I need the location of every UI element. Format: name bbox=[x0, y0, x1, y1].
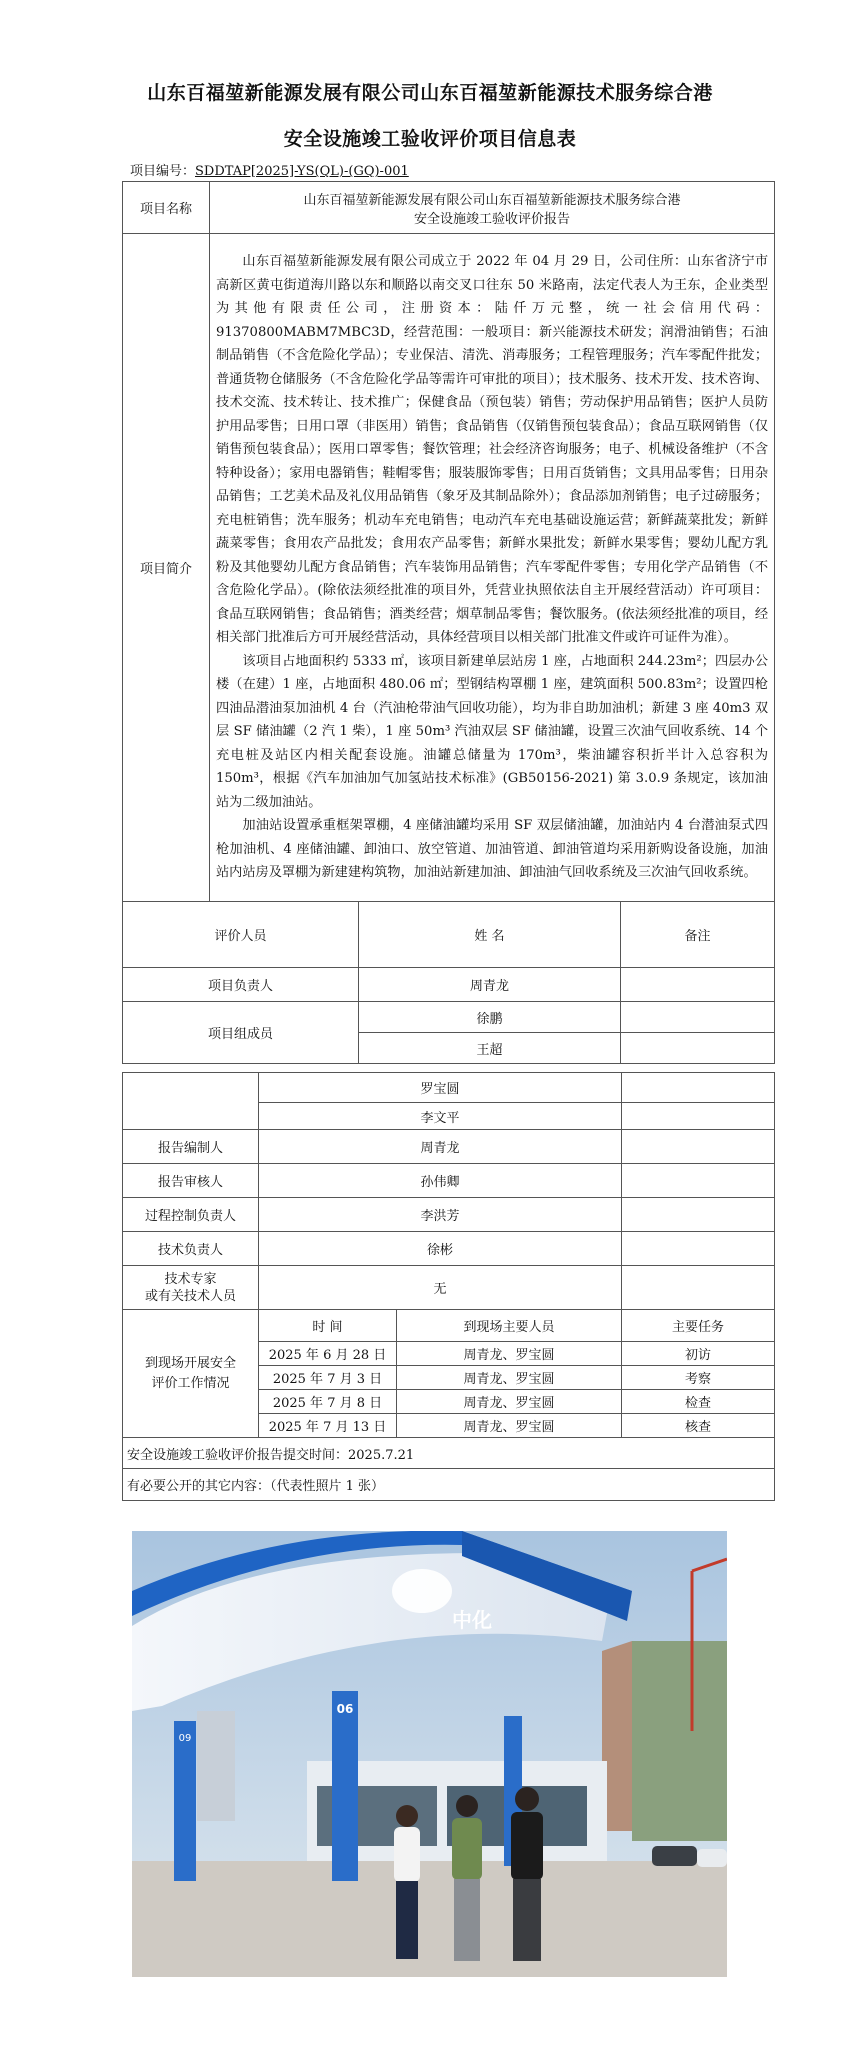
project-name-line-1: 山东百福堃新能源发展有限公司山东百福堃新能源技术服务综合港 bbox=[303, 192, 681, 208]
pump-number: 09 bbox=[178, 1733, 192, 1744]
project-number-label: 项目编号： bbox=[130, 164, 196, 179]
submit-date: 2025.7.21 bbox=[348, 1447, 415, 1463]
project-name-line-2: 安全设施竣工验收评价报告 bbox=[414, 211, 571, 227]
site-visits-label bbox=[123, 1310, 259, 1438]
gas-station-photo bbox=[132, 1531, 727, 1977]
leader-remark bbox=[621, 968, 775, 1002]
header-name: 姓 名 bbox=[359, 902, 621, 968]
visit-task: 核查 bbox=[622, 1414, 775, 1438]
member-remark bbox=[621, 1033, 775, 1064]
visit-date: 2025 年 7 月 13 日 bbox=[259, 1414, 397, 1438]
member-name: 罗宝圆 bbox=[259, 1073, 622, 1103]
canopy-logo-icon bbox=[392, 1569, 452, 1613]
process-name: 李洪芳 bbox=[259, 1198, 622, 1232]
car bbox=[697, 1849, 727, 1867]
intro-label: 项目简介 bbox=[123, 234, 210, 902]
project-name-cell bbox=[210, 182, 775, 234]
member-name: 徐鹏 bbox=[359, 1002, 621, 1033]
info-table-upper bbox=[122, 181, 775, 1064]
public-row bbox=[123, 1469, 775, 1501]
leader-label: 项目负责人 bbox=[123, 968, 359, 1002]
tech-label: 技术负责人 bbox=[123, 1232, 259, 1266]
tech-name: 徐彬 bbox=[259, 1232, 622, 1266]
intro-paragraph-2: 该项目占地面积约 5333 ㎡，该项目新建单层站房 1 座，占地面积 244.23m²；四层办公楼（在建）1 座，占地面积 480.06 ㎡；型钢结构罩棚 1 座，建筑面积 500.83m²；设置四枪四油品潜油泵加油机 4 台（汽油枪带油气回收功能），均为非自助加油机；新建 3 座 40m3 双层 SF 储油罐（2 汽 1 柴），1 座 50m³ 汽油双层 SF 储油罐，设置三次油气回收系统、14 个充电桩及站区内相关配套设施。油罐总储量为 170m³，柴油罐容积折半计入总容积为 150m³，根据《汽车加油加气加氢站技术标准》(GB50156-2021) 第 3.0.9 条规定，该加油站为二级加油站。 bbox=[216, 653, 769, 810]
visit-people: 周青龙、罗宝圆 bbox=[397, 1390, 622, 1414]
visit-task: 考察 bbox=[622, 1366, 775, 1390]
member-remark bbox=[622, 1103, 775, 1130]
intro-paragraph-3: 加油站设置承重框架罩棚，4 座储油罐均采用 SF 双层储油罐，加油站内 4 台潜油泵式四枪加油机、4 座储油罐、卸油口、放空管道、加油管道、卸油管道均采用新购设备设施，加油站内站房及罩棚为新建建构筑物，加油站新建加油、卸油油气回收系统及三次油气回收系统。 bbox=[216, 818, 769, 881]
header-remark: 备注 bbox=[621, 902, 775, 968]
canopy-logo-text: 中化 bbox=[452, 1608, 492, 1632]
site-visits-label-line-2: 评价工作情况 bbox=[151, 1375, 230, 1391]
expert-label-line-1: 技术专家 bbox=[164, 1271, 217, 1287]
person-left bbox=[394, 1805, 420, 1959]
process-remark bbox=[622, 1198, 775, 1232]
pump-number: 06 bbox=[336, 1702, 354, 1716]
reviewer-remark bbox=[622, 1164, 775, 1198]
construction-building bbox=[632, 1641, 727, 1841]
members-label-cont bbox=[123, 1073, 259, 1130]
visit-people: 周青龙、罗宝圆 bbox=[397, 1342, 622, 1366]
visit-date: 2025 年 7 月 3 日 bbox=[259, 1366, 397, 1390]
info-table-lower bbox=[122, 1072, 775, 1501]
title-line-2: 安全设施竣工验收评价项目信息表 bbox=[283, 128, 577, 150]
site-visits-label-line-1: 到现场开展安全 bbox=[144, 1355, 236, 1371]
writer-name: 周青龙 bbox=[259, 1130, 622, 1164]
canopy-pillar bbox=[174, 1721, 196, 1881]
member-remark bbox=[622, 1073, 775, 1103]
visit-people: 周青龙、罗宝圆 bbox=[397, 1414, 622, 1438]
title-line-1: 山东百福堃新能源发展有限公司山东百福堃新能源技术服务综合港 bbox=[147, 82, 713, 104]
expert-label-line-2: 或有关技术人员 bbox=[144, 1288, 236, 1304]
public-value: （代表性照片 1 张） bbox=[270, 1479, 385, 1494]
intro-cell bbox=[210, 234, 775, 902]
tech-remark bbox=[622, 1232, 775, 1266]
visit-header-people: 到现场主要人员 bbox=[397, 1310, 622, 1342]
project-number-value: SDDTAP[2025]-YS(QL)-(GQ)-001 bbox=[195, 164, 409, 179]
project-number bbox=[130, 160, 409, 179]
background-building bbox=[197, 1711, 235, 1821]
submit-row bbox=[123, 1438, 775, 1469]
visit-date: 2025 年 7 月 8 日 bbox=[259, 1390, 397, 1414]
member-remark bbox=[621, 1002, 775, 1033]
member-name: 王超 bbox=[359, 1033, 621, 1064]
ground bbox=[132, 1861, 727, 1977]
visit-date: 2025 年 6 月 28 日 bbox=[259, 1342, 397, 1366]
members-label: 项目组成员 bbox=[123, 1002, 359, 1064]
expert-remark bbox=[622, 1266, 775, 1310]
visit-task: 初访 bbox=[622, 1342, 775, 1366]
visit-header-task: 主要任务 bbox=[622, 1310, 775, 1342]
reviewer-name: 孙伟卿 bbox=[259, 1164, 622, 1198]
person-right bbox=[511, 1787, 543, 1961]
visit-people: 周青龙、罗宝圆 bbox=[397, 1366, 622, 1390]
process-label: 过程控制负责人 bbox=[123, 1198, 259, 1232]
visit-task: 检查 bbox=[622, 1390, 775, 1414]
public-label: 有必要公开的其它内容： bbox=[127, 1479, 271, 1494]
visit-header-time: 时 间 bbox=[259, 1310, 397, 1342]
leader-name: 周青龙 bbox=[359, 968, 621, 1002]
writer-label: 报告编制人 bbox=[123, 1130, 259, 1164]
intro-paragraph-1: 山东百福堃新能源发展有限公司成立于 2022 年 04 月 29 日，公司住所：山东省济宁市高新区黄屯街道海川路以东和顺路以南交叉口往东 50 米路南，法定代表人为王东，企业类型为其他有限责任公司，注册资本：陆仟万元整，统一社会信用代码：91370800MABM7MBC3D，经营范围：一般项目：新兴能源技术研发；润滑油销售；石油制品销售（不含危险化学品）；专业保洁、清洗、消毒服务；工程管理服务；汽车零配件批发；普通货物仓储服务（不含危险化学品等需许可审批的项目）；技术服务、技术开发、技术咨询、技术交流、技术转让、技术推广；保健食品（预包装）销售；劳动保护用品销售；医护人员防护用品零售；日用口罩（非医用）销售；食品销售（仅销售预包装食品）；食品互联网销售（仅销售预包装食品）；医用口罩零售；餐饮管理；社会经济咨询服务；电子、机械设备维护（不含特种设备）；家用电器销售；鞋帽零售；服装服饰零售；日用百货销售；文具用品零售；日用杂品销售；工艺美术品及礼仪用品销售（象牙及其制品除外）；食品添加剂销售；电子过磅服务；充电桩销售；洗车服务；机动车充电销售；电动汽车充电基础设施运营；新鲜蔬菜批发；新鲜蔬菜零售；食用农产品批发；食用农产品零售；新鲜水果批发；新鲜水果零售；婴幼儿配方乳粉及其他婴幼儿配方食品销售；汽车装饰用品销售；汽车零配件零售；专用化学产品销售（不含危险化学品）。(除依法须经批准的项目外，凭营业执照依法自主开展经营活动）许可项目：食品互联网销售；食品销售；酒类经营；烟草制品零售；餐饮服务。(依法须经批准的项目，经相关部门批准后方可开展经营活动，具体经营项目以相关部门批准文件或许可证件为准）。 bbox=[216, 254, 769, 646]
project-name-label: 项目名称 bbox=[123, 182, 210, 234]
submit-label: 安全设施竣工验收评价报告提交时间： bbox=[127, 1447, 349, 1463]
expert-label bbox=[123, 1266, 259, 1310]
person-middle bbox=[452, 1795, 482, 1961]
writer-remark bbox=[622, 1130, 775, 1164]
reviewer-label: 报告审核人 bbox=[123, 1164, 259, 1198]
expert-name: 无 bbox=[259, 1266, 622, 1310]
canopy-pillar bbox=[332, 1691, 358, 1881]
member-name: 李文平 bbox=[259, 1103, 622, 1130]
header-role: 评价人员 bbox=[123, 902, 359, 968]
car bbox=[652, 1846, 697, 1866]
